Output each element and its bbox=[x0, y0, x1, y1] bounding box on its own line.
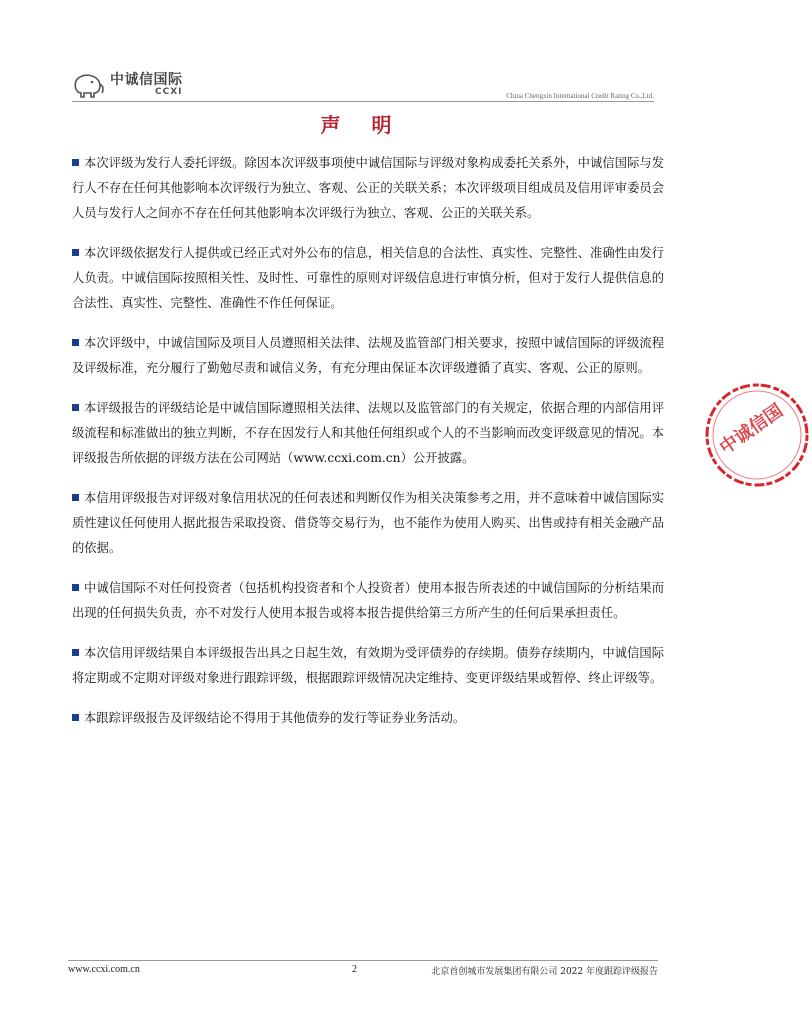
square-bullet-icon bbox=[72, 714, 79, 721]
page-title: 声 明 bbox=[320, 113, 404, 137]
square-bullet-icon bbox=[72, 649, 79, 656]
svg-text:中诚信国: 中诚信国 bbox=[715, 400, 787, 459]
footer-report-title: 北京首创城市发展集团有限公司 2022 年度跟踪评级报告 bbox=[431, 967, 658, 977]
company-seal-stamp bbox=[702, 380, 812, 490]
statement-paragraph bbox=[72, 486, 664, 561]
square-bullet-icon bbox=[72, 494, 79, 501]
paragraph-text: 本信用评级报告对评级对象信用状况的任何表述和判断仅作为相关决策参考之用，并不意味着中诚信国际实质性建议任何使用人据此报告采取投资、借贷等交易行为，也不能作为使用人购买、出售或持有相关金融产品的依据。 bbox=[72, 491, 664, 555]
square-bullet-icon bbox=[72, 584, 79, 591]
paragraph-text: 本次评级为发行人委托评级。除因本次评级事项使中诚信国际与评级对象构成委托关系外，中诚信国际与发行人不存在任何其他影响本次评级行为独立、客观、公正的关联关系；本次评级项目组成员及信用评审委员会人员与发行人之间亦不存在任何其他影响本次评级行为独立、客观、公正的关联关系。 bbox=[72, 156, 664, 220]
paragraph-text: 本次评级中，中诚信国际及项目人员遵照相关法律、法规及监管部门相关要求，按照中诚信国际的评级流程及评级标准，充分履行了勤勉尽责和诚信义务，有充分理由保证本次评级遵循了真实、客观、公正的原则。 bbox=[72, 336, 664, 375]
statement-paragraph bbox=[72, 576, 664, 626]
paragraph-text: 本次评级依据发行人提供或已经正式对外公布的信息，相关信息的合法性、真实性、完整性、准确性由发行人负责。中诚信国际按照相关性、及时性、可靠性的原则对评级信息进行审慎分析，但对于发行人提供信息的合法性、真实性、完整性、准确性不作任何保证。 bbox=[72, 246, 664, 310]
square-bullet-icon bbox=[72, 404, 79, 411]
square-bullet-icon bbox=[72, 159, 79, 166]
paragraph-text: 本跟踪评级报告及评级结论不得用于其他债券的发行等证券业务活动。 bbox=[84, 711, 466, 725]
ccxi-logo bbox=[72, 72, 183, 98]
footer-website: www.ccxi.com.cn bbox=[68, 964, 140, 975]
statement-paragraph bbox=[72, 151, 664, 226]
statement-paragraph bbox=[72, 331, 664, 381]
paragraph-text: 本评级报告的评级结论是中诚信国际遵照相关法律、法规以及监管部门的有关规定，依据合理的内部信用评级流程和标准做出的独立判断，不存在因发行人和其他任何组织或个人的不当影响而改变评级意见的情况。本评级报告所依据的评级方法在公司网站（www.ccxi.com.cn）公开披露。 bbox=[72, 401, 664, 465]
statement-body bbox=[72, 151, 664, 746]
statement-paragraph bbox=[72, 396, 664, 471]
square-bullet-icon bbox=[72, 249, 79, 256]
header-divider bbox=[72, 101, 654, 102]
footer-divider bbox=[68, 960, 658, 961]
paragraph-text: 本次信用评级结果自本评级报告出具之日起生效，有效期为受评债券的存续期。债券存续期内，中诚信国际将定期或不定期对评级对象进行跟踪评级，根据跟踪评级情况决定维持、变更评级结果或暂停、终止评级等。 bbox=[72, 646, 664, 685]
company-english-name: China Chengxin International Credit Rating Co.,Ltd. bbox=[506, 92, 654, 100]
page-number: 2 bbox=[352, 964, 357, 975]
logo-english-name: CCXI bbox=[155, 87, 183, 97]
statement-paragraph bbox=[72, 706, 664, 731]
paragraph-text: 中诚信国际不对任何投资者（包括机构投资者和个人投资者）使用本报告所表述的中诚信国际的分析结果而出现的任何损失负责，亦不对发行人使用本报告或将本报告提供给第三方所产生的任何后果承担责任。 bbox=[72, 581, 664, 620]
elephant-logo-icon bbox=[72, 72, 106, 98]
logo-chinese-name: 中诚信国际 bbox=[110, 72, 183, 88]
square-bullet-icon bbox=[72, 339, 79, 346]
statement-paragraph bbox=[72, 641, 664, 691]
statement-paragraph bbox=[72, 241, 664, 316]
